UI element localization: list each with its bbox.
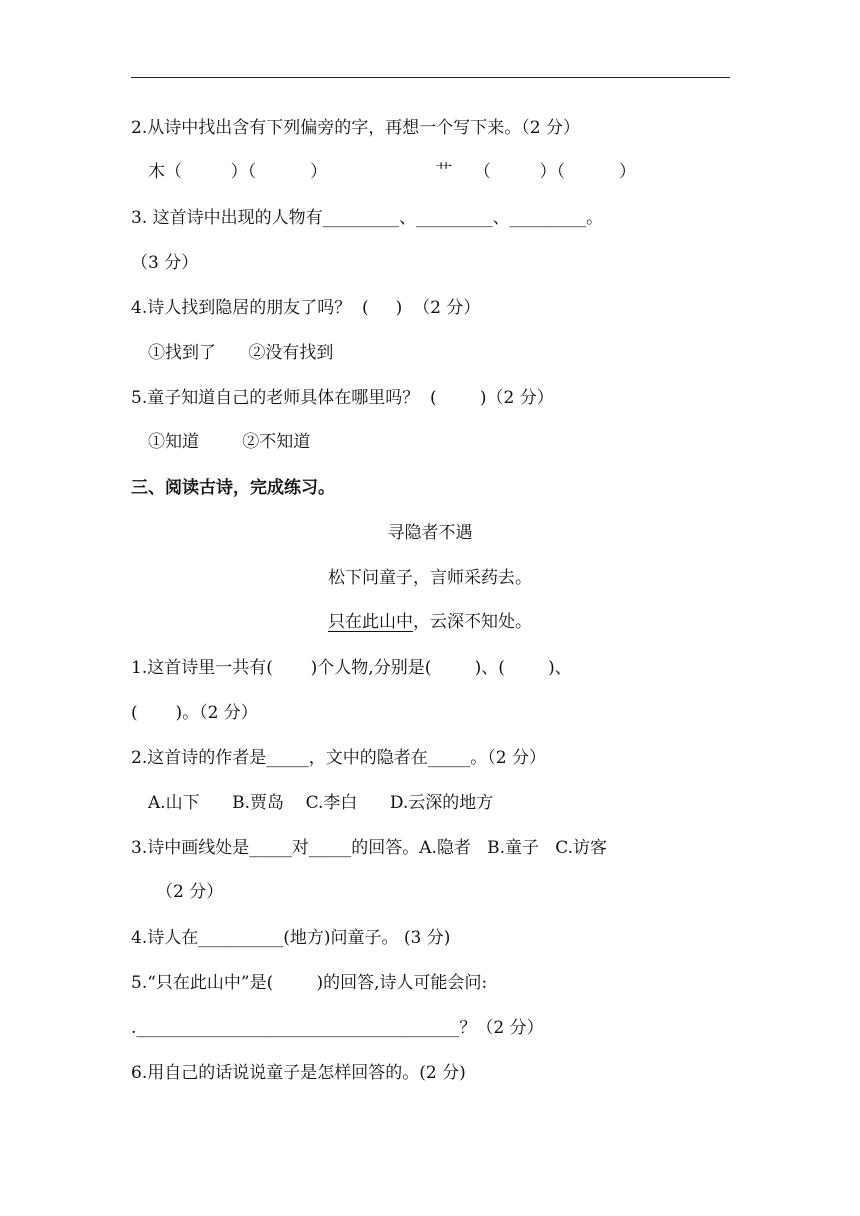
s3-question-1-cont: ( )。（2 分） xyxy=(131,703,258,723)
s3-question-2-options: A.山下 B.贾岛 C.李白 D.云深的地方 xyxy=(148,793,494,813)
s3-question-4: 4.诗人在__________(地方)问童子。 (3 分) xyxy=(131,928,451,948)
question-2: 2.从诗中找出含有下列偏旁的字，再想一个写下来。（2 分） xyxy=(131,118,580,138)
question-3: 3. 这首诗中出现的人物有_________、_________、_________。 xyxy=(131,208,604,228)
question-4-options: ①找到了 ②没有找到 xyxy=(148,343,334,363)
s3-question-5: 5.“只在此山中”是( )的回答,诗人可能会问: xyxy=(131,973,488,993)
header-rule xyxy=(131,77,730,78)
question-5: 5.童子知道自己的老师具体在哪里吗？ ( )（2 分） xyxy=(131,388,554,408)
poem-line-1: 松下问童子，言师采药去。 xyxy=(328,568,532,588)
poem-line-2 xyxy=(0,610,860,634)
poem-underlined-phrase: 只在此山中 xyxy=(328,612,413,632)
poem-line-2-rest: ，云深不知处。 xyxy=(413,612,532,632)
s3-question-2: 2.这首诗的作者是_____，文中的隐者在_____。（2 分） xyxy=(131,748,546,768)
question-3-score: （3 分） xyxy=(131,253,199,273)
question-5-options: ①知道 ②不知道 xyxy=(148,432,311,452)
s3-question-3: 3.诗中画线处是_____对_____的回答。A.隐者 B.童子 C.访客 xyxy=(131,838,608,858)
poem-title: 寻隐者不遇 xyxy=(387,523,473,543)
s3-question-3-score: （2 分） xyxy=(156,882,224,902)
s3-question-6: 6.用自己的话说说童子是怎样回答的。(2 分) xyxy=(131,1063,466,1083)
question-2-radicals: 木（ ）（ ） 艹 （ ）（ ） xyxy=(148,162,637,182)
s3-question-1: 1.这首诗里一共有( )个人物,分别是( )、( )、 xyxy=(131,658,572,678)
section-3-heading: 三、阅读古诗，完成练习。 xyxy=(131,478,335,498)
s3-question-5-cont: .______________________________________？（2 分） xyxy=(131,1018,544,1038)
question-4: 4.诗人找到隐居的朋友了吗？ ( ) （2 分） xyxy=(131,298,481,318)
